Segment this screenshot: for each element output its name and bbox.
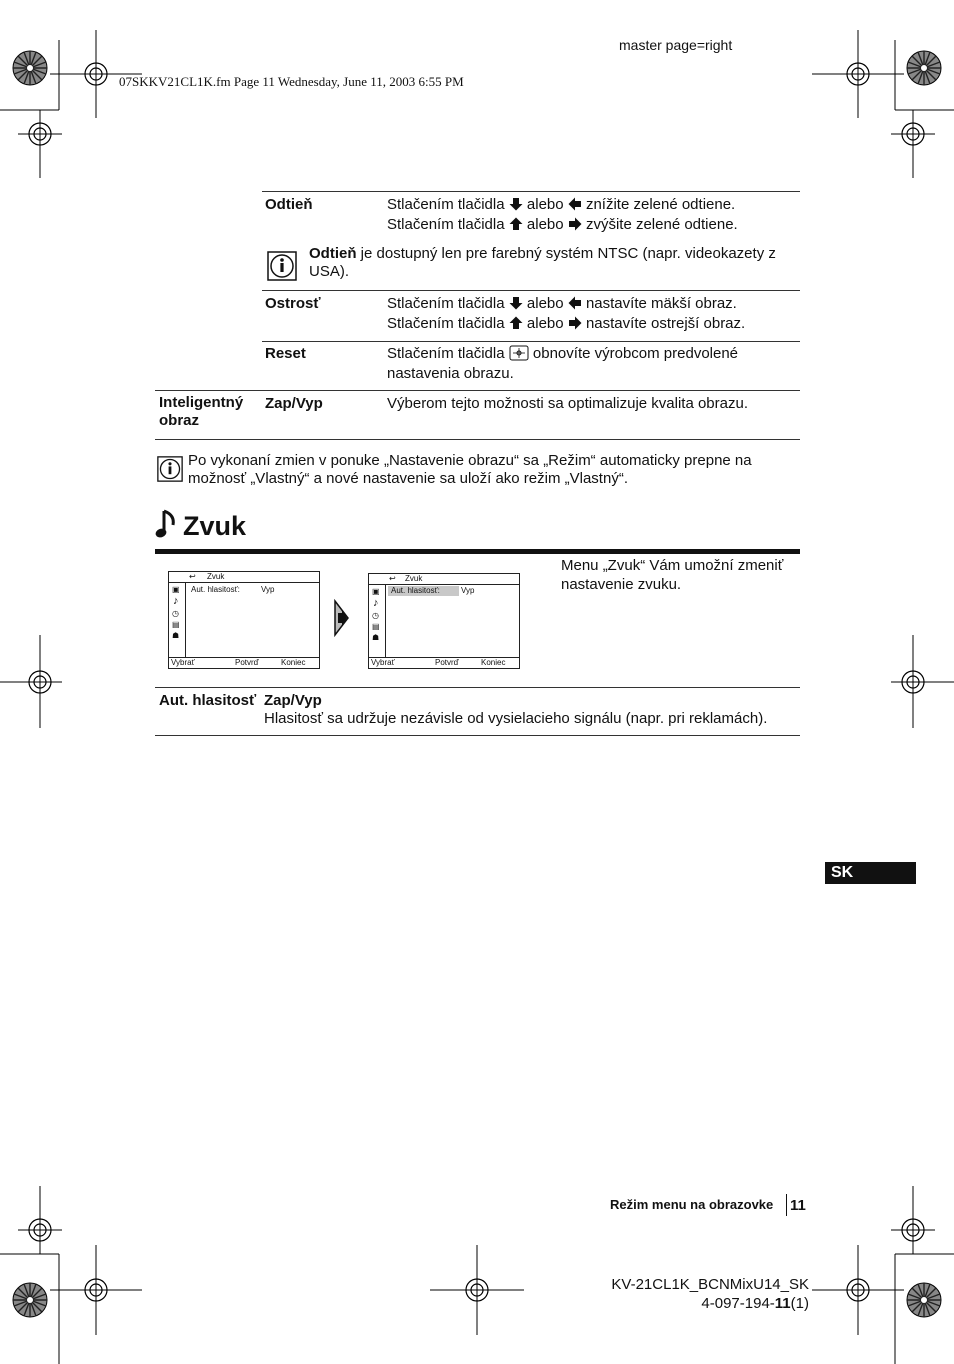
odtien-note	[309, 245, 794, 281]
clock-icon: ◷	[372, 611, 379, 620]
tv-menu-screen-1	[168, 571, 320, 669]
odtien-line1	[387, 195, 735, 215]
footer-model: KV-21CL1K_BCNMixU14_SK	[611, 1276, 809, 1293]
preset-icon: ☗	[172, 631, 180, 640]
tv-item-value: Vyp	[461, 586, 475, 595]
table-rule	[155, 390, 800, 391]
text: alebo	[526, 196, 564, 213]
tv-footer	[369, 657, 519, 668]
tv-side-icons	[169, 583, 186, 657]
tv-footer	[169, 657, 319, 668]
picture-icon: ▣	[372, 587, 380, 596]
tv-side-icons	[369, 585, 386, 657]
tv-footer-select: Vybrať	[371, 658, 395, 667]
preset-icon: ☗	[372, 633, 380, 642]
tv-item-label: Aut. hlasitosť:	[191, 585, 240, 594]
odtien-label: Odtieň	[265, 196, 313, 213]
language-badge: SK	[825, 862, 916, 884]
tv-title-bar	[169, 572, 319, 583]
text: Stlačením tlačidla	[387, 345, 505, 362]
arrow-up-icon	[509, 217, 523, 231]
tv-footer-select: Vybrať	[171, 658, 195, 667]
reset-label: Reset	[265, 345, 306, 362]
tv-footer-exit: Koniec	[281, 658, 306, 667]
text: nastavíte mäkší obraz.	[585, 295, 737, 312]
info-icon	[157, 456, 183, 482]
section-description: Menu „Zvuk“ Vám umožní zmeniť nastavenie zvuku.	[561, 557, 784, 593]
ok-button-icon	[509, 345, 529, 361]
section-title: Zvuk	[183, 511, 247, 541]
obraz-note: Po vykonaní zmien v ponuke „Nastavenie obrazu“ sa „Režim“ automaticky prepne na možnosť „Vlastný“ a nové nastavenie sa uloží ako režim „Vlastný“.	[188, 452, 752, 487]
music-note-icon: ♪	[173, 595, 179, 607]
tv-footer-confirm: Potvrď	[235, 658, 259, 667]
ostrost-label: Ostrosť	[265, 295, 321, 312]
arrow-left-icon	[568, 296, 582, 310]
arrow-right-icon	[568, 217, 582, 231]
section-rule	[155, 549, 800, 554]
table-rule	[155, 687, 800, 688]
text: 11	[774, 1295, 791, 1312]
text: 4-097-194-	[701, 1295, 775, 1312]
table-rule	[155, 735, 800, 736]
footer-section-name: Režim menu na obrazovke	[610, 1197, 774, 1212]
tv-footer-exit: Koniec	[481, 658, 506, 667]
text: obnovíte výrobcom predvolené nastavenia obrazu.	[387, 345, 739, 382]
tv-title: Zvuk	[207, 572, 225, 581]
inteligentny-option: Zap/Vyp	[265, 395, 323, 412]
arrow-down-icon	[509, 296, 523, 310]
text: alebo	[526, 216, 564, 233]
ostrost-line1	[387, 294, 737, 314]
tv-item-value: Vyp	[261, 585, 275, 594]
text: znížite zelené odtiene.	[585, 196, 736, 213]
text: alebo	[526, 295, 564, 312]
table-rule	[262, 191, 800, 192]
text: zvýšite zelené odtiene.	[585, 216, 738, 233]
file-info: 07SKKV21CL1K.fm Page 11 Wednesday, June 11, 2003 6:55 PM	[119, 74, 464, 89]
odtien-line2	[387, 215, 738, 235]
tv-title-bar	[369, 574, 519, 585]
clock-icon: ◷	[172, 609, 179, 618]
inteligentny-label: Inteligentný obraz	[159, 394, 244, 429]
tv-back-icon: ↩	[389, 574, 396, 583]
picture-icon: ▣	[172, 585, 180, 594]
table-rule	[262, 290, 800, 291]
arrow-left-icon	[568, 197, 582, 211]
footer-divider	[786, 1194, 787, 1216]
next-arrow-icon	[333, 599, 351, 637]
text: alebo	[526, 315, 564, 332]
aut-hlasitost-option: Zap/Vyp	[264, 692, 322, 709]
tv-item-label-selected: Aut. hlasitosť:	[388, 586, 459, 596]
tv-footer-confirm: Potvrď	[435, 658, 459, 667]
master-page-label: master page=right	[619, 37, 733, 53]
text: Stlačením tlačidla	[387, 216, 505, 233]
reset-text	[387, 344, 787, 384]
tv-menu-screen-2	[368, 573, 520, 669]
arrow-up-icon	[509, 316, 523, 330]
setup-icon: ▤	[172, 620, 180, 629]
arrow-down-icon	[509, 197, 523, 211]
music-note-icon: ♪	[373, 597, 379, 609]
footer-code	[604, 1295, 809, 1312]
text: Stlačením tlačidla	[387, 315, 505, 332]
inteligentny-text: Výberom tejto možnosti sa optimalizuje kvalita obrazu.	[387, 395, 748, 412]
ostrost-line2	[387, 314, 745, 334]
setup-icon: ▤	[372, 622, 380, 631]
text: (1)	[790, 1295, 809, 1312]
text: nastavíte ostrejší obraz.	[585, 315, 746, 332]
aut-hlasitost-label: Aut. hlasitosť	[159, 692, 257, 709]
aut-hlasitost-text: Hlasitosť sa udržuje nezávisle od vysielacieho signálu (napr. pri reklamách).	[264, 710, 768, 727]
text: Stlačením tlačidla	[387, 196, 505, 213]
table-rule	[155, 439, 800, 440]
text: Stlačením tlačidla	[387, 295, 505, 312]
info-icon	[267, 251, 297, 281]
tv-title: Zvuk	[405, 574, 423, 583]
text: je dostupný len pre farebný systém NTSC (napr. videokazety z USA).	[309, 245, 776, 280]
page-number: 11	[790, 1197, 806, 1214]
text: Odtieň	[309, 245, 357, 262]
arrow-right-icon	[568, 316, 582, 330]
tv-back-icon: ↩	[189, 572, 196, 581]
table-rule	[262, 341, 800, 342]
music-note-icon	[155, 509, 181, 541]
